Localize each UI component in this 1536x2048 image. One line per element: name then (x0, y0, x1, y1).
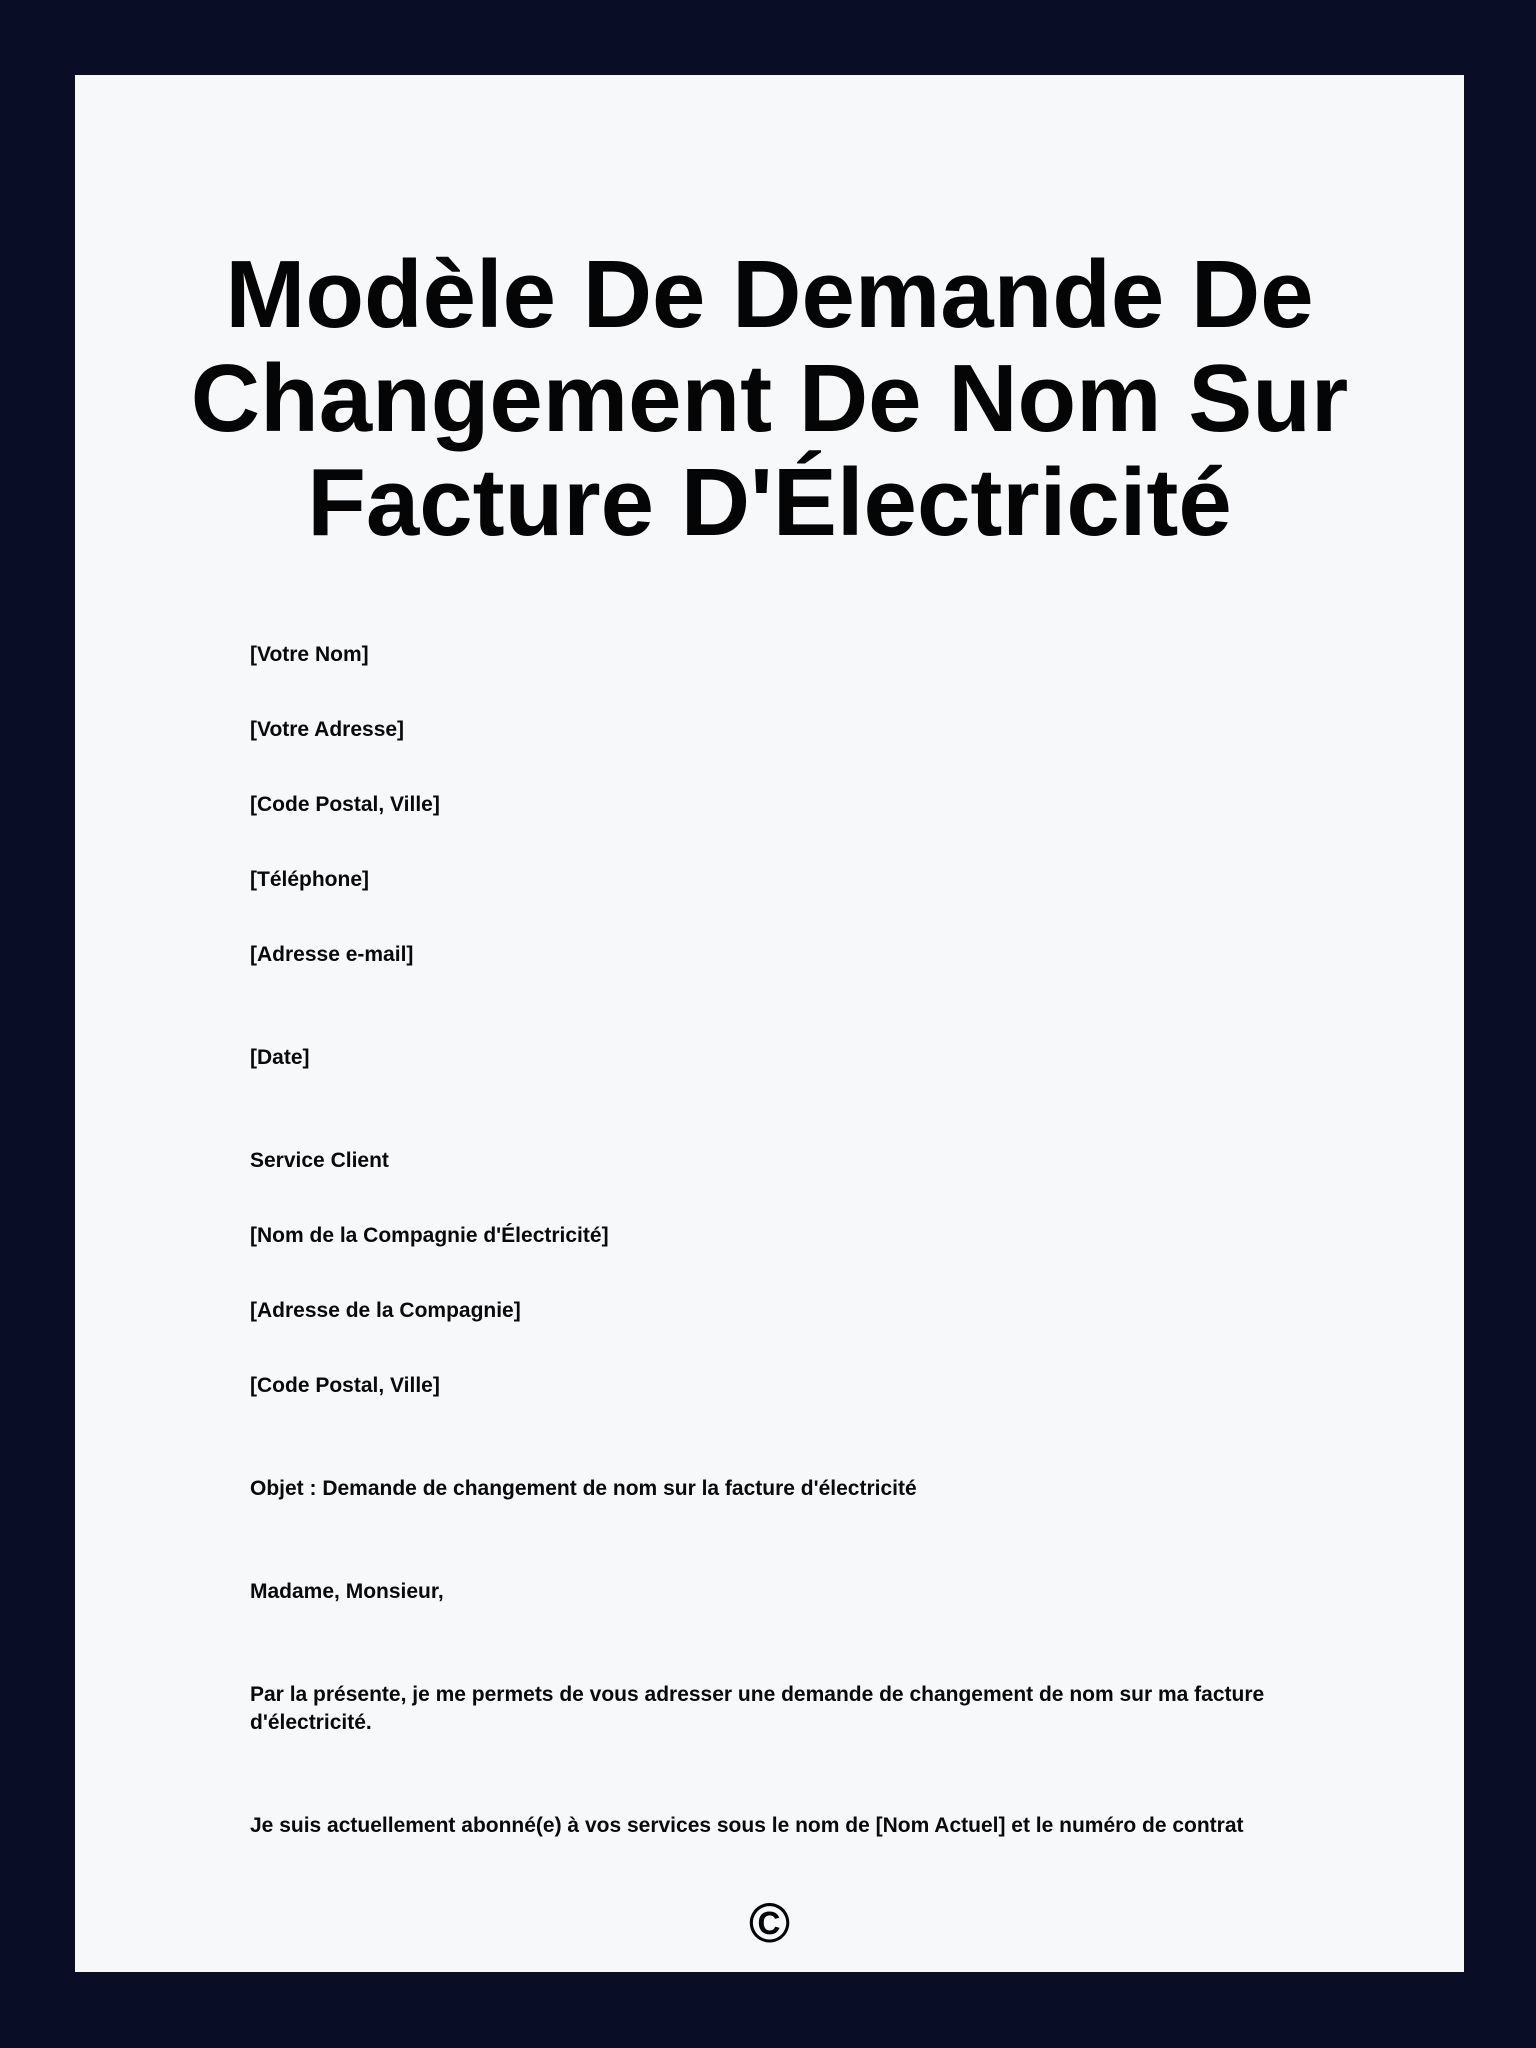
letter-paragraph-request-line2: d'électricité. (250, 1711, 372, 1734)
letter-line-your-address: [Votre Adresse] (250, 718, 405, 741)
page-footer (75, 1891, 1464, 1954)
letter-body (250, 641, 1270, 1840)
letter-line-service-client: Service Client (250, 1149, 389, 1172)
letter-line-company-name: [Nom de la Compagnie d'Électricité] (250, 1224, 609, 1247)
document-title: Modèle De Demande De Changement De Nom Sur Facture D'Électricité (190, 241, 1349, 556)
copyright-icon: © (748, 1891, 791, 1954)
letter-line-subject: Objet : Demande de changement de nom sur la facture d'électricité (250, 1477, 917, 1500)
letter-line-phone: [Téléphone] (250, 868, 369, 891)
letter-paragraph-request-line1: Par la présente, je me permets de vous adresser une demande de changement de nom sur ma facture (250, 1683, 1265, 1706)
letter-paragraph-subscription: Je suis actuellement abonné(e) à vos services sous le nom de [Nom Actuel] et le numéro de contrat (250, 1814, 1244, 1837)
letter-line-date: [Date] (250, 1046, 310, 1069)
letter-line-email: [Adresse e-mail] (250, 943, 414, 966)
letter-line-company-address: [Adresse de la Compagnie] (250, 1299, 521, 1322)
letter-line-your-zip-city: [Code Postal, Ville] (250, 793, 440, 816)
letter-line-salutation: Madame, Monsieur, (250, 1580, 444, 1603)
document-page (75, 75, 1464, 1972)
letter-line-company-zip-city: [Code Postal, Ville] (250, 1374, 440, 1397)
letter-line-your-name: [Votre Nom] (250, 643, 369, 666)
